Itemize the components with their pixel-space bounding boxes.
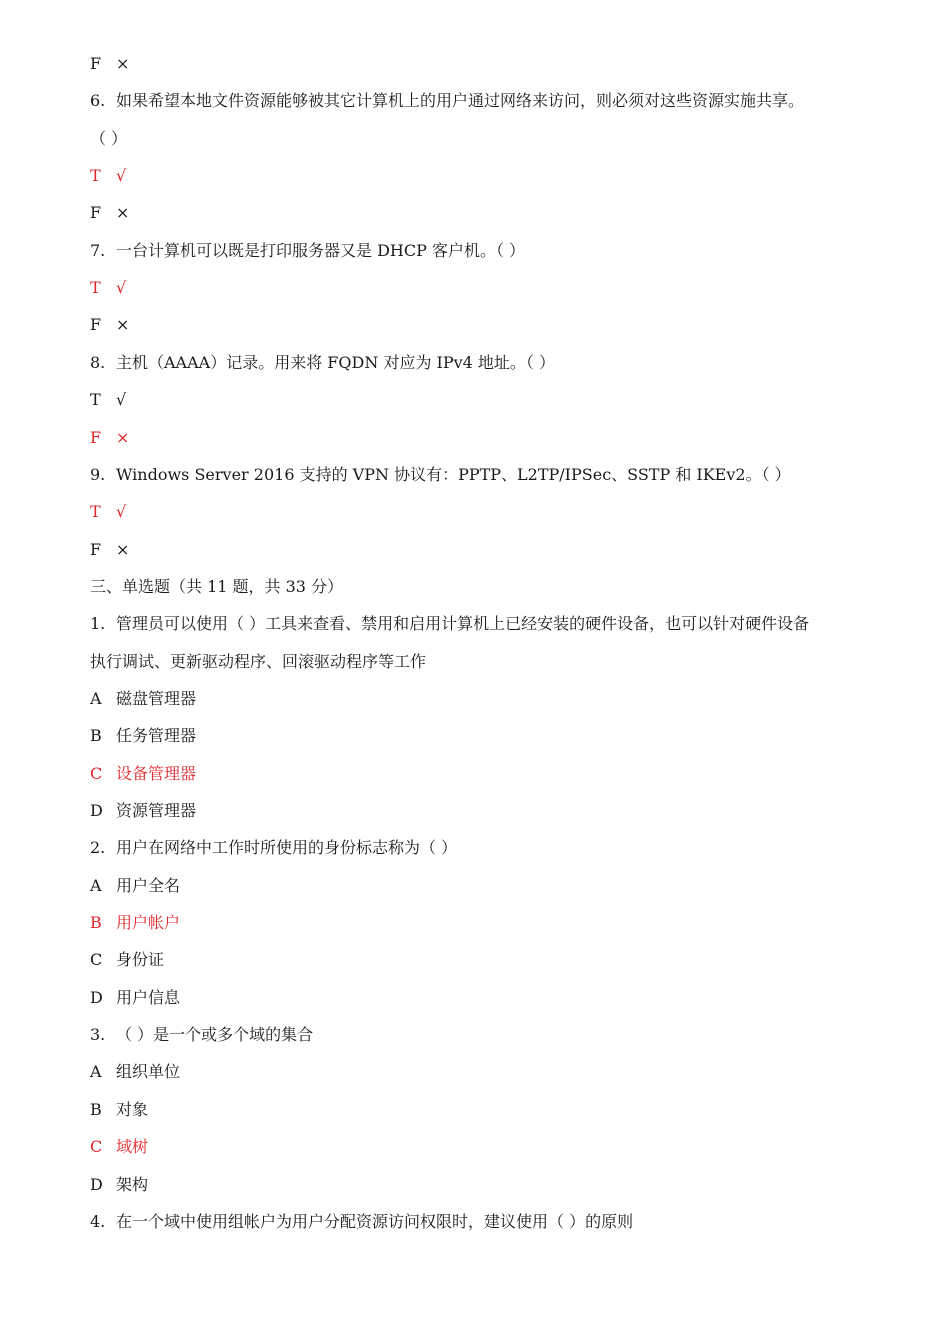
question-stem — [90, 91, 880, 111]
option-label: 1. — [90, 614, 106, 634]
option-label: C — [90, 1137, 103, 1157]
line-text: 一台计算机可以既是打印服务器又是 DHCP 客户机。（ ） — [116, 240, 526, 260]
true-false-mark: √ — [116, 502, 127, 522]
true-false-option-correct — [90, 166, 880, 186]
true-false-option — [90, 54, 880, 74]
line-text: 用户信息 — [116, 987, 181, 1007]
answer-option-correct — [90, 1137, 880, 1157]
line-text: 如果希望本地文件资源能够被其它计算机上的用户通过网络来访问，则必须对这些资源实施共享。 — [116, 91, 805, 111]
answer-option — [90, 689, 880, 709]
question-stem — [90, 465, 880, 485]
true-false-mark: × — [116, 315, 130, 335]
true-false-option-correct — [90, 502, 880, 522]
answer-option — [90, 1062, 880, 1082]
answer-option — [90, 1100, 880, 1120]
option-label: T — [90, 278, 101, 298]
line-text: 设备管理器 — [116, 763, 197, 783]
option-label: F — [90, 427, 102, 447]
line-text: 管理员可以使用（ ）工具来查看、禁用和启用计算机上已经安装的硬件设备，也可以针对硬件设备 — [116, 614, 810, 634]
option-label: 6. — [90, 91, 106, 111]
question-continuation — [90, 129, 880, 149]
answer-option-correct — [90, 913, 880, 933]
line-text: 任务管理器 — [116, 726, 197, 746]
question-stem — [90, 1212, 880, 1232]
answer-option-correct — [90, 764, 880, 784]
question-stem — [90, 614, 880, 634]
option-label: A — [90, 875, 102, 895]
true-false-option — [90, 203, 880, 223]
question-continuation — [90, 652, 880, 672]
option-label: B — [90, 1099, 102, 1119]
true-false-mark: √ — [116, 166, 127, 186]
option-label: 4. — [90, 1211, 106, 1231]
option-label: D — [90, 987, 103, 1007]
true-false-mark: × — [116, 54, 130, 73]
line-text: 对象 — [116, 1099, 149, 1119]
option-label: 7. — [90, 240, 106, 260]
line-text: 资源管理器 — [116, 801, 197, 820]
option-label: T — [90, 166, 101, 186]
answer-option — [90, 950, 880, 970]
line-text: 组织单位 — [116, 1062, 181, 1082]
option-label: A — [90, 1062, 102, 1082]
option-label: F — [90, 315, 102, 335]
option-label: 8. — [90, 352, 106, 372]
answer-option — [90, 1175, 880, 1195]
true-false-option — [90, 540, 880, 560]
answer-option — [90, 988, 880, 1008]
true-false-option — [90, 390, 880, 410]
line-text: 主机（AAAA）记录。用来将 FQDN 对应为 IPv4 地址。（ ） — [116, 352, 556, 372]
line-text: Windows Server 2016 支持的 VPN 协议有：PPTP、L2TP/IPSec、SSTP 和 IKEv2。（ ） — [116, 464, 791, 484]
option-label: 3. — [90, 1025, 106, 1045]
true-false-option-correct — [90, 278, 880, 298]
question-stem — [90, 353, 880, 373]
true-false-mark: √ — [116, 278, 127, 298]
option-label: C — [90, 763, 103, 783]
question-stem — [90, 838, 880, 858]
true-false-option — [90, 315, 880, 335]
option-label: B — [90, 726, 102, 746]
answer-option — [90, 876, 880, 896]
option-label: 2. — [90, 838, 106, 858]
true-false-mark: × — [116, 427, 130, 447]
section-heading — [90, 577, 880, 597]
true-false-mark: × — [116, 203, 130, 223]
true-false-mark: √ — [116, 390, 127, 410]
option-label: C — [90, 950, 103, 970]
line-text: （ ）是一个或多个域的集合 — [116, 1025, 314, 1045]
question-stem — [90, 241, 880, 261]
line-text: 身份证 — [116, 950, 165, 970]
question-stem — [90, 1025, 880, 1045]
line-text: 在一个域中使用组帐户为用户分配资源访问权限时，建议使用（ ）的原则 — [116, 1211, 634, 1231]
line-text: 三、单选题（共 11 题，共 33 分） — [90, 576, 344, 596]
line-text: 域树 — [116, 1137, 149, 1157]
true-false-option-correct — [90, 428, 880, 448]
line-text: 架构 — [116, 1174, 149, 1194]
line-text: 用户在网络中工作时所使用的身份标志称为（ ） — [116, 838, 458, 858]
option-label: D — [90, 1174, 103, 1194]
line-text: 用户全名 — [116, 875, 181, 895]
answer-option — [90, 726, 880, 746]
true-false-mark: × — [116, 539, 130, 559]
line-text: 用户帐户 — [116, 913, 181, 933]
option-label: F — [90, 54, 102, 73]
answer-option — [90, 801, 880, 821]
option-label: D — [90, 801, 103, 820]
line-text: （ ） — [90, 128, 128, 148]
option-label: 9. — [90, 464, 106, 484]
line-text: 磁盘管理器 — [116, 688, 197, 708]
option-label: B — [90, 913, 102, 933]
option-label: F — [90, 539, 102, 559]
option-label: T — [90, 502, 101, 522]
option-label: A — [90, 688, 102, 708]
line-text: 执行调试、更新驱动程序、回滚驱动程序等工作 — [90, 651, 427, 671]
option-label: F — [90, 203, 102, 223]
option-label: T — [90, 390, 101, 410]
